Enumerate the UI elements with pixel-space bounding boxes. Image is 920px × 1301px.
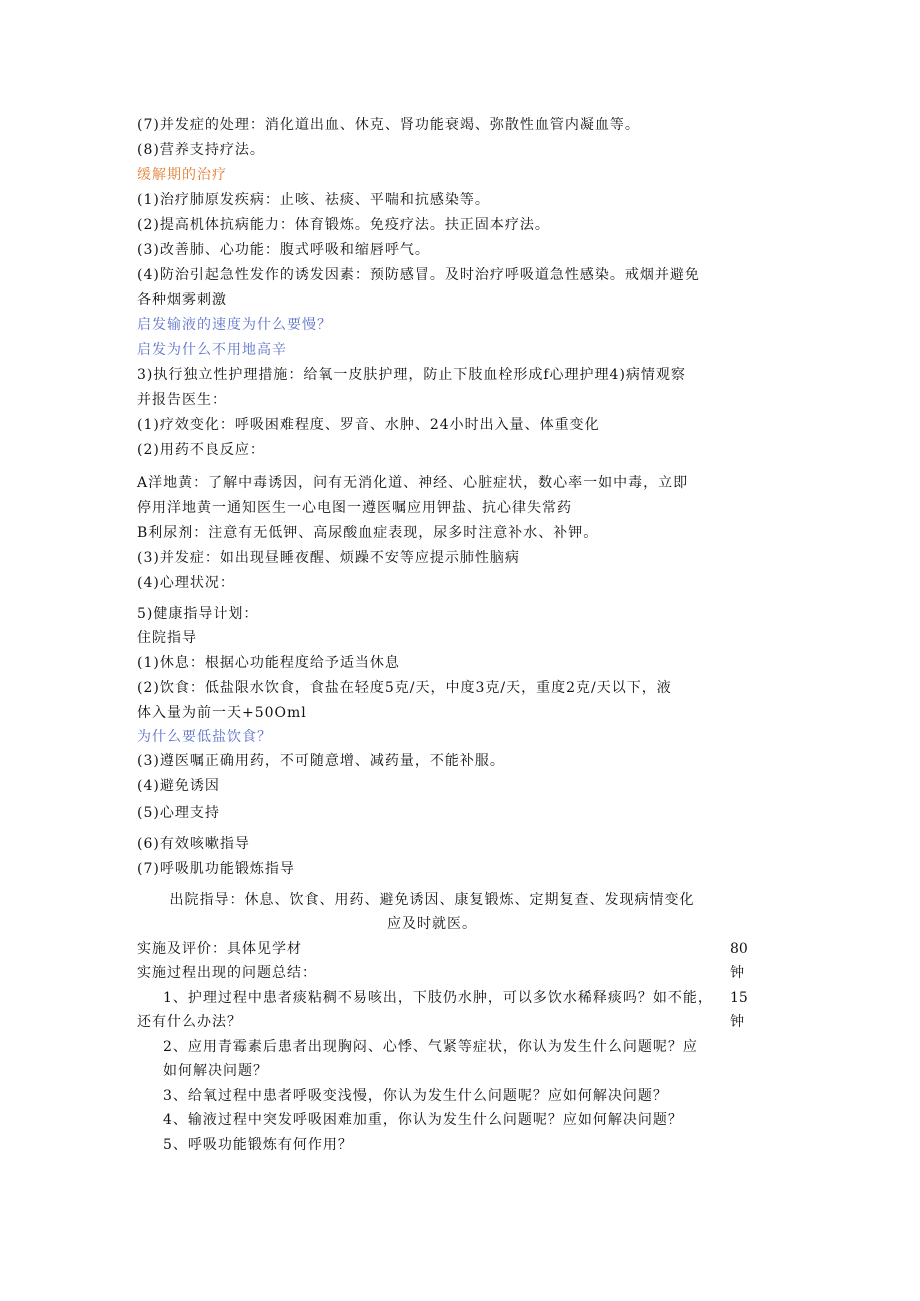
text-line: 停用洋地黄一通知医生一心电图一遵医嘱应用钾盐、抗心律失常药 bbox=[137, 500, 572, 516]
text-line: 实施及评价：具体见学材 bbox=[137, 941, 302, 957]
text-line: (6)有效咳嗽指导 bbox=[137, 836, 250, 852]
text-line: (2)用药不良反应： bbox=[137, 442, 265, 458]
question-item: 1、护理过程中患者痰粘稠不易咳出，下肢仍水肿，可以多饮水稀释痰吗？如不能， bbox=[163, 990, 713, 1006]
text-line: (4)心理状况： bbox=[137, 575, 235, 591]
discharge-guidance-cont: 应及时就医。 bbox=[387, 916, 477, 932]
prompt-question: 启发输液的速度为什么要慢？ bbox=[137, 317, 332, 333]
text-line: (5)心理支持 bbox=[137, 805, 220, 821]
section-heading: 缓解期的治疗 bbox=[137, 167, 227, 183]
text-line: (2)饮食：低盐限水饮食，食盐在轻度5克/天，中度3克/天，重度2克/天以下，液 bbox=[137, 680, 672, 696]
text-line: 3)执行独立性护理措施：给氧一皮肤护理，防止下肢血栓形成f心理护理4)病情观察 bbox=[137, 367, 686, 383]
text-line: (1)疗效变化：呼吸困难程度、罗音、水肿、24小时出入量、体重变化 bbox=[137, 417, 600, 433]
side-note: 钟 bbox=[730, 1014, 744, 1030]
text-line: (3)遵医嘱正确用药，不可随意增、减药量，不能补服。 bbox=[137, 753, 505, 769]
prompt-question: 启发为什么不用地高辛 bbox=[137, 342, 287, 358]
text-line: 体入量为前一天+50Oml bbox=[137, 705, 307, 721]
question-item: 2、应用青霉素后患者出现胸闷、心悸、气紧等症状，你认为发生什么问题呢？应 bbox=[163, 1039, 698, 1055]
text-line: (4)避免诱因 bbox=[137, 778, 220, 794]
text-line: (3)改善肺、心功能：腹式呼吸和缩唇呼气。 bbox=[137, 242, 430, 258]
question-item: 5、呼吸功能锻炼有何作用？ bbox=[163, 1137, 353, 1153]
text-line: (3)并发症：如出现昼睡夜醒、烦躁不安等应提示肺性脑病 bbox=[137, 550, 520, 566]
question-item-cont: 还有什么办法？ bbox=[137, 1014, 242, 1030]
text-line: 各种烟雾刺激 bbox=[137, 292, 227, 308]
text-line: 住院指导 bbox=[137, 630, 197, 646]
text-line: (2)提高机体抗病能力：体育锻炼。免疫疗法。扶正固本疗法。 bbox=[137, 217, 550, 233]
question-item-cont: 如何解决问题？ bbox=[163, 1063, 268, 1079]
text-line: A洋地黄：了解中毒诱因，问有无消化道、神经、心脏症状，数心率一如中毒，立即 bbox=[137, 475, 689, 491]
text-line: (7)并发症的处理：消化道出血、休克、肾功能衰竭、弥散性血管内凝血等。 bbox=[137, 117, 640, 133]
text-line: (8)营养支持疗法。 bbox=[137, 142, 265, 158]
text-line: (1)治疗肺原发疾病：止咳、祛痰、平喘和抗感染等。 bbox=[137, 192, 490, 208]
text-line: 实施过程出现的问题总结： bbox=[137, 965, 317, 981]
side-note: 80 bbox=[730, 941, 748, 957]
text-line: (1)休息：根据心功能程度给予适当休息 bbox=[137, 655, 400, 671]
prompt-question: 为什么要低盐饮食？ bbox=[137, 729, 272, 745]
text-line: 5)健康指导计划： bbox=[137, 606, 259, 622]
question-item: 3、给氧过程中患者呼吸变浅慢，你认为发生什么问题呢？应如何解决问题？ bbox=[163, 1088, 668, 1104]
discharge-guidance: 出院指导：休息、饮食、用药、避免诱因、康复锻炼、定期复查、发现病情变化 bbox=[169, 892, 695, 908]
text-line: B利尿剂：注意有无低钾、高尿酸血症表现，尿多时注意补水、补钾。 bbox=[137, 525, 599, 541]
text-line: (7)呼吸肌功能锻炼指导 bbox=[137, 861, 295, 877]
text-line: 并报告医生： bbox=[137, 392, 227, 408]
question-item: 4、输液过程中突发呼吸困难加重，你认为发生什么问题呢？应如何解决问题？ bbox=[163, 1112, 683, 1128]
text-line: (4)防治引起急性发作的诱发因素：预防感冒。及时治疗呼吸道急性感染。戒烟并避免 bbox=[137, 267, 700, 283]
side-note: 15 bbox=[730, 990, 748, 1006]
side-note: 钟 bbox=[730, 965, 744, 981]
